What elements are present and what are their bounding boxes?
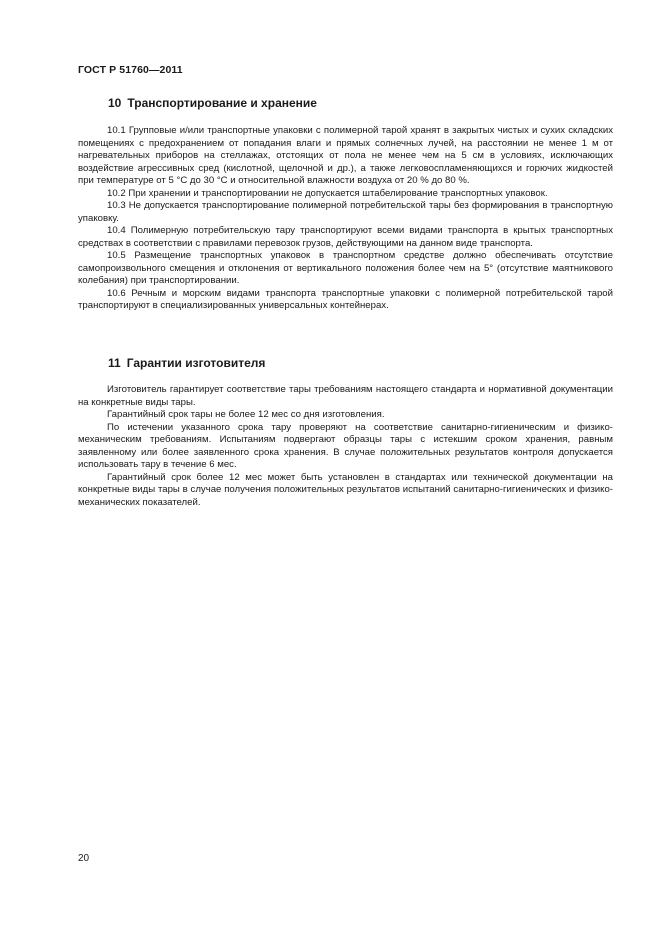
section-11-title: Гарантии изготовителя bbox=[126, 356, 266, 370]
section-10-title: Транспортирование и хранение bbox=[127, 96, 317, 110]
section-10-heading bbox=[108, 96, 317, 110]
section-10-number: 10 bbox=[108, 96, 122, 110]
paragraph-10-4: 10.4 Полимерную потребительскую тару транспортируют всеми видами транспорта в крытых транспортных средствах в соответствии с правилами перевозок грузов, действующими на данном виде транспорта. bbox=[78, 225, 613, 249]
section-11-body bbox=[78, 384, 613, 509]
paragraph-11-1: Изготовитель гарантирует соответствие тары требованиям настоящего стандарта и нормативной документации на конкретные виды тары. bbox=[78, 384, 613, 408]
section-10-body bbox=[78, 125, 613, 313]
document-code: ГОСТ Р 51760—2011 bbox=[78, 64, 183, 76]
paragraph-11-3: По истечении указанного срока тару проверяют на соответствие санитарно-гигиеническим и физико-механическим требованиям. Испытаниям подвергают образцы тары с истекшим сроком хранения, равным заявленному или более заявленного срока хранения. В случае положительных результатов контроля допускается использовать тару в течение 6 мес. bbox=[78, 421, 613, 470]
paragraph-10-2: 10.2 При хранении и транспортировании не допускается штабелирование транспортных упаковок. bbox=[107, 187, 548, 199]
paragraph-11-2: Гарантийный срок тары не более 12 мес со дня изготовления. bbox=[107, 409, 385, 420]
paragraph-10-1: 10.1 Групповые и/или транспортные упаковки с полимерной тарой хранят в закрытых чистых и сухих складских помещениях с предохранением от попадания влаги и прямых солнечных лучей, на расстоянии не менее 1 м от нагревательных приборов на стеллажах, отстоящих от пола не менее чем на 5 см в условиях, исключающих воздействие агрессивных сред (кислотной, щелочной и др.), а также легковоспламеняющихся и горючих жидкостей при температуре от 5 °С до 30 °С и относительной влажности воздуха от 20 % до 80 %. bbox=[78, 125, 613, 186]
paragraph-10-3: 10.3 Не допускается транспортирование полимерной потребительской тары без формирования в транспортную упаковку. bbox=[78, 200, 613, 224]
paragraph-10-6: 10.6 Речным и морским видами транспорта транспортные упаковки с полимерной потребительской тарой транспортируют в специализированных универсальных контейнерах. bbox=[78, 287, 613, 311]
paragraph-11-4: Гарантийный срок более 12 мес может быть установлен в стандартах или технической документации на конкретные виды тары в случае получения положительных результатов испытаний санитарно-гигиенических и физико-механических показателей. bbox=[78, 471, 613, 508]
section-11-number: 11 bbox=[108, 356, 121, 370]
page-number: 20 bbox=[78, 853, 90, 864]
section-11-heading bbox=[108, 356, 265, 370]
paragraph-10-5: 10.5 Размещение транспортных упаковок в транспортном средстве должно обеспечивать отсутствие самопроизвольного смещения и отклонения от вертикального положения более чем на 5° (отсутствие маятникового колебания) при транспортировании. bbox=[78, 250, 613, 286]
